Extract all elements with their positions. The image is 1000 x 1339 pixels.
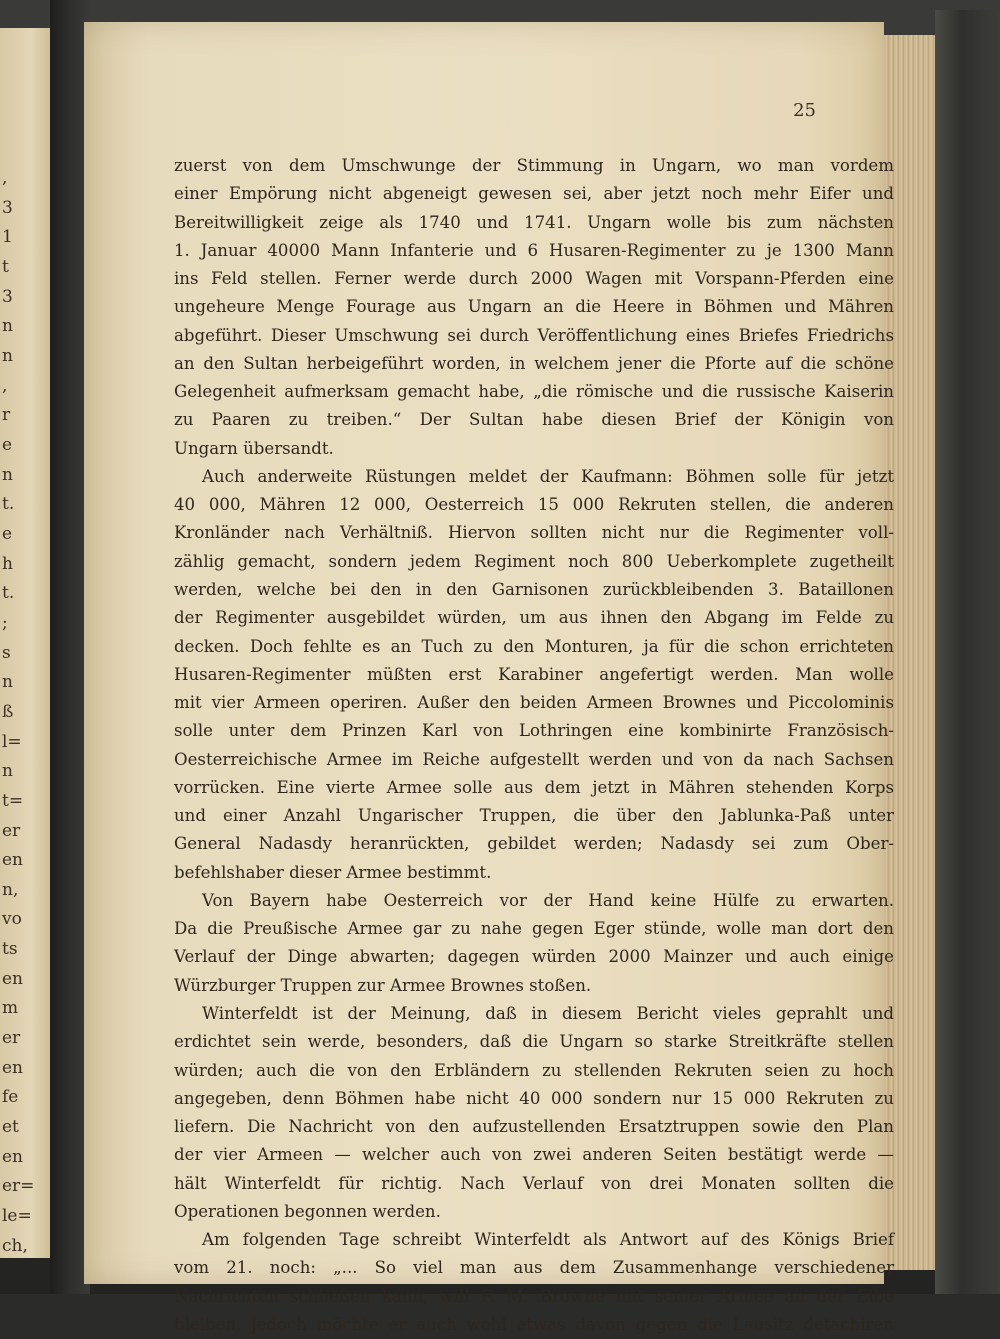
previous-page-fragment: n: [2, 672, 13, 693]
text-line: Oesterreichische Armee im Reiche aufgestellt werden und von da nach Sachsen: [174, 749, 894, 769]
text-line: hält Winterfeldt für richtig. Nach Verlauf von drei Monaten sollten die: [174, 1173, 894, 1193]
previous-page-fragment: 1: [2, 227, 13, 248]
text-line: werden, welche bei den in den Garnisonen zurückbleibenden 3. Bataillonen: [174, 579, 894, 599]
previous-page-fragment: en: [2, 1146, 24, 1167]
previous-page-fragment: er: [2, 820, 21, 841]
previous-page-fragment: e: [2, 523, 13, 544]
previous-page-fragment: m: [2, 998, 19, 1019]
previous-page-fragment: en: [2, 850, 24, 871]
text-line: liefern. Die Nachricht von den aufzustellenden Ersatztruppen sowie den Plan: [174, 1117, 894, 1137]
text-line: einer Empörung nicht abgeneigt gewesen sei, aber jetzt noch mehr Eifer und: [174, 184, 894, 204]
text-line: vorrücken. Eine vierte Armee solle aus dem jetzt in Mähren stehenden Korps: [174, 777, 894, 797]
text-line: zählig gemacht, sondern jedem Regiment noch 800 Ueberkomplete zugetheilt: [174, 551, 894, 571]
previous-page-fragment: s: [2, 642, 11, 663]
previous-page-fragment: n: [2, 345, 13, 366]
previous-page-fragment: en: [2, 1057, 24, 1078]
text-line: Winterfeldt ist der Meinung, daß in diesem Bericht vieles geprahlt und: [202, 1003, 894, 1023]
previous-page-fragment: r: [2, 405, 11, 426]
text-line: der vier Armeen — welcher auch von zwei anderen Seiten bestätigt werde —: [174, 1145, 894, 1165]
previous-page-edge: [0, 28, 52, 1258]
text-line: General Nadasdy heranrückten, gebildet werden; Nadasdy sei zum Ober-: [174, 834, 894, 854]
text-line: Kronländer nach Verhältniß. Hiervon sollten nicht nur die Regimenter voll-: [174, 523, 894, 543]
book-cover: [935, 10, 1000, 1294]
previous-page-fragment: ,: [2, 168, 8, 188]
previous-page-fragment: t=: [2, 790, 24, 811]
previous-page-fragment: h: [2, 553, 13, 574]
book-page: [84, 22, 894, 1334]
previous-page-fragment: ,: [2, 375, 8, 396]
text-line: Husaren-Regimenter müßten erst Karabiner angefertigt werden. Man wolle: [174, 664, 894, 684]
previous-page-fragment: vo: [2, 909, 22, 930]
previous-page-fragment: en: [2, 968, 24, 989]
previous-page-fragment: t.: [2, 583, 15, 604]
text-line: Nachrichten schließen kann, will F. M. Browne mit seiner Armee an der Elbe: [174, 1286, 894, 1306]
text-line: Würzburger Truppen zur Armee Brownes stoßen.: [174, 975, 592, 995]
text-line: decken. Doch fehlte es an Tuch zu den Monturen, ja für die schon errichteten: [174, 636, 894, 656]
text-line: und einer Anzahl Ungarischer Truppen, die über den Jablunka-Paß unter: [174, 806, 894, 826]
previous-page-fragment: 3: [2, 286, 13, 307]
text-line: Operationen begonnen werden.: [174, 1201, 441, 1221]
previous-page-fragment: fe: [2, 1087, 19, 1108]
previous-page-fragment: le=: [2, 1206, 32, 1227]
previous-page-fragment: l=: [2, 731, 22, 752]
previous-page-fragment: 3: [2, 197, 13, 218]
previous-page-fragment: ts: [2, 939, 18, 960]
previous-page-fragment: n: [2, 316, 13, 337]
text-line: angegeben, denn Böhmen habe nicht 40 000 sondern nur 15 000 Rekruten zu: [174, 1088, 894, 1108]
previous-page-fragment: et: [2, 1117, 19, 1138]
previous-page-fragment: t: [2, 256, 9, 277]
text-line: Da die Preußische Armee gar zu nahe gegen Eger stünde, wolle man dort den: [174, 919, 894, 939]
previous-page-fragment: t.: [2, 494, 15, 515]
text-line: Verlauf der Dinge abwarten; dagegen würden 2000 Mainzer und auch einige: [174, 947, 894, 967]
text-line: ungeheure Menge Fourage aus Ungarn an die Heere in Böhmen und Mähren: [174, 297, 894, 317]
previous-page-fragment: n,: [2, 879, 19, 900]
text-line: Auch anderweite Rüstungen meldet der Kaufmann: Böhmen solle für jetzt: [202, 466, 894, 486]
text-line: vom 21. noch: „... So viel man aus dem Zusammenhange verschiedener: [174, 1258, 894, 1278]
previous-page-fragment: er=: [2, 1176, 35, 1197]
text-line: 1. Januar 40000 Mann Infanterie und 6 Husaren-Regimenter zu je 1300 Mann: [174, 240, 894, 260]
text-line: Am folgenden Tage schreibt Winterfeldt als Antwort auf des Königs Brief: [202, 1230, 894, 1250]
previous-page-fragment: ch,: [2, 1235, 28, 1256]
page-number: 25: [793, 100, 816, 121]
text-line: Bereitwilligkeit zeige als 1740 und 1741. Ungarn wolle bis zum nächsten: [174, 212, 894, 232]
text-line: 40 000, Mähren 12 000, Oesterreich 15 000 Rekruten stellen, die anderen: [174, 495, 894, 515]
text-line: der Regimenter ausgebildet würden, um aus ihnen den Abgang im Felde zu: [174, 608, 894, 628]
previous-page-fragment: ß: [2, 701, 14, 722]
text-line: Ungarn übersandt.: [174, 438, 334, 458]
text-line: würden; auch die von den Erbländern zu stellenden Rekruten seien zu hoch: [174, 1060, 894, 1080]
text-line: zuerst von dem Umschwunge der Stimmung in Ungarn, wo man vordem: [174, 156, 894, 175]
body-text: [174, 152, 894, 1339]
text-line: erdichtet sein werde, besonders, daß die Ungarn so starke Streitkräfte stellen: [174, 1032, 894, 1052]
previous-page-fragment: e: [2, 434, 13, 455]
text-line: Von Bayern habe Oesterreich vor der Hand keine Hülfe zu erwarten.: [202, 890, 894, 910]
text-line: an den Sultan herbeigeführt worden, in welchem jener die Pforte auf die schöne: [174, 353, 894, 373]
text-line: mit vier Armeen operiren. Außer den beiden Armeen Brownes und Piccolominis: [174, 693, 894, 713]
previous-page-fragment: n: [2, 464, 13, 485]
text-line: abgeführt. Dieser Umschwung sei durch Veröffentlichung eines Briefes Friedrichs: [174, 325, 894, 345]
previous-page-fragment: er: [2, 1028, 21, 1049]
previous-page-fragment: n: [2, 761, 13, 782]
text-line: zu Paaren zu treiben.“ Der Sultan habe diesen Brief der Königin von: [174, 410, 894, 430]
previous-page-fragment: ;: [2, 612, 8, 633]
text-line: Gelegenheit aufmerksam gemacht habe, „die römische und die russische Kaiserin: [174, 382, 894, 402]
text-line: ins Feld stellen. Ferner werde durch 2000 Wagen mit Vorspann-Pferden eine: [174, 269, 894, 289]
text-line: bleiben, jedoch möchte er auch wohl etwas davon gegen die Lausitz detachiren: [174, 1314, 894, 1334]
text-line: solle unter dem Prinzen Karl von Lothringen eine kombinirte Französisch-: [174, 721, 894, 741]
text-line: befehlshaber dieser Armee bestimmt.: [174, 862, 492, 882]
